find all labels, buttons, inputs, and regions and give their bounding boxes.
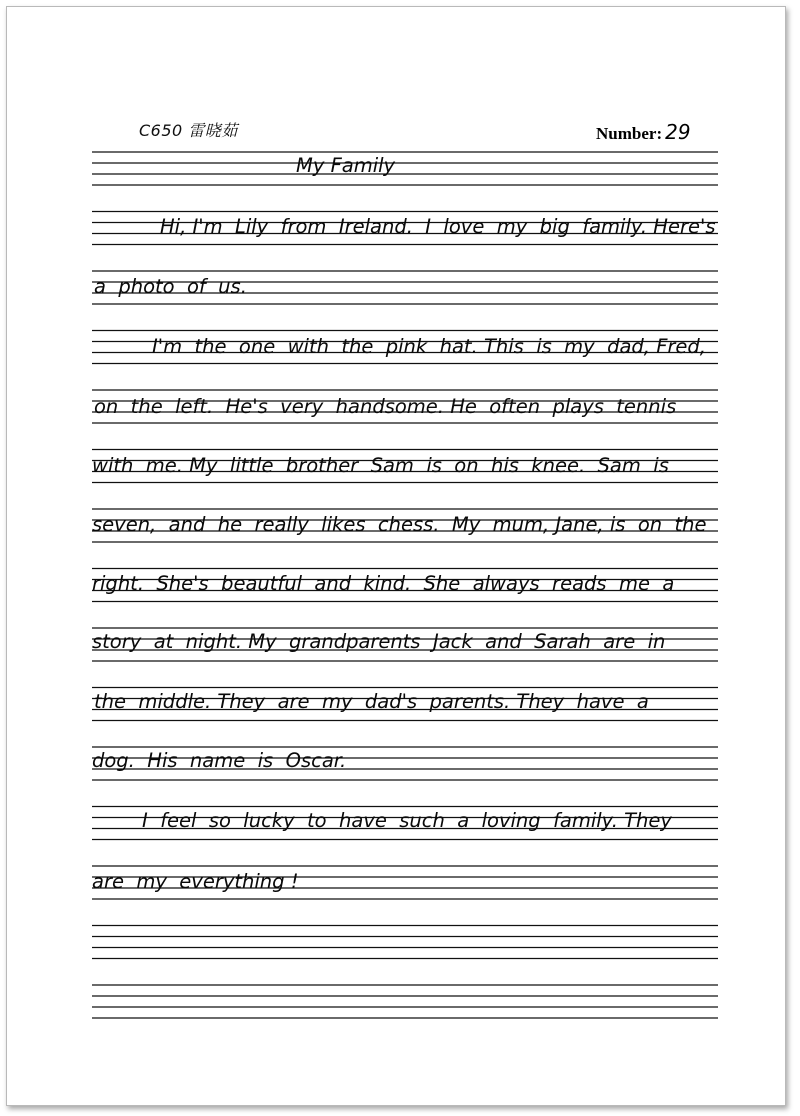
essay-line: right. She's beautful and kind. She always reads me a: [92, 572, 675, 595]
class-and-student-name: C650 雷晓茹: [139, 121, 238, 140]
essay-title: My Family: [296, 154, 396, 177]
essay-line: story at night. My grandparents Jack and Sarah are in: [92, 630, 666, 653]
essay-line: I feel so lucky to have such a loving family. They: [142, 809, 672, 832]
essay-line: with me. My little brother Sam is on his knee. Sam is: [92, 454, 669, 477]
essay-line: the middle. They are my dad's parents. They have a: [94, 690, 649, 713]
essay-line: a photo of us.: [94, 275, 247, 298]
essay-line: I'm the one with the pink hat. This is my dad, Fred,: [152, 335, 707, 358]
essay-line: seven, and he really likes chess. My mum, Jane, is on the: [92, 513, 707, 536]
essay-line: Hi, I'm Lily from Ireland. I love my big family. Here's: [160, 215, 716, 238]
essay-line: are my everything !: [92, 870, 299, 893]
number-label: Number:: [596, 124, 663, 143]
number-value: 29: [665, 120, 691, 144]
essay-line: dog. His name is Oscar.: [92, 749, 347, 772]
essay-number: [596, 120, 691, 144]
essay-line: on the left. He's very handsome. He often plays tennis: [94, 395, 677, 418]
